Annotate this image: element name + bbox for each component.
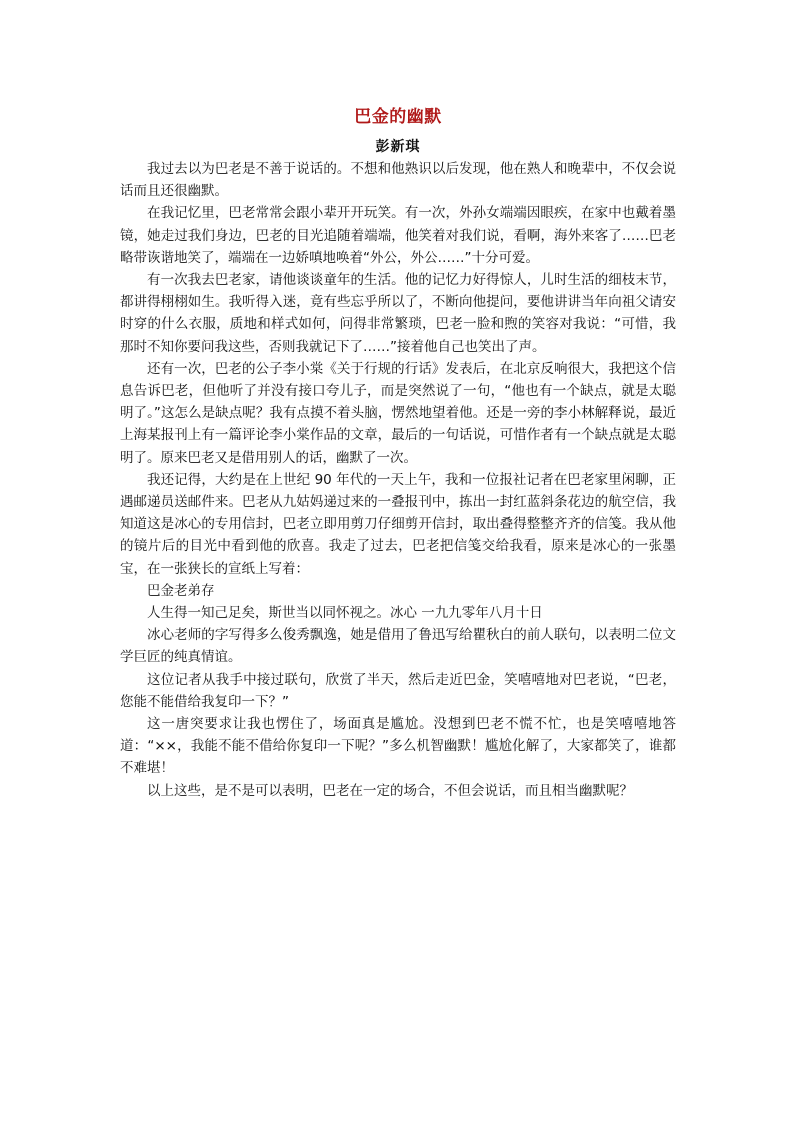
paragraph: 在我记忆里，巴老常常会跟小辈开开玩笑。有一次，外孙女端端因眼疾，在家中也戴着墨镜，她走过我们身边，巴老的目光追随着端端，他笑着对我们说，看啊，海外来客了……巴老略带诙谐地笑了，端端在一边娇嗔地唤着“外公，外公……”十分可爱。 — [120, 205, 676, 266]
paragraph: 这位记者从我手中接过联句，欣赏了半天，然后走近巴金，笑嘻嘻地对巴老说，“巴老，您能不能借给我复印一下？” — [120, 671, 676, 710]
paragraph: 这一唐突要求让我也愣住了，场面真是尴尬。没想到巴老不慌不忙，也是笑嘻嘻地答道：“××，我能不能不借给你复印一下呢？”多么机智幽默！尴尬化解了，大家都笑了，谁都不难堪！ — [120, 716, 676, 777]
article-author: 彭新琪 — [375, 139, 421, 155]
paragraph: 以上这些，是不是可以表明，巴老在一定的场合，不但会说话，而且相当幽默呢？ — [147, 782, 633, 799]
paragraph: 我还记得，大约是在上世纪 90 年代的一天上午，我和一位报社记者在巴老家里闲聊，正遇邮递员送邮件来。巴老从九姑妈递过来的一叠报刊中，拣出一封红蓝斜条花边的航空信，我知道这是冰心的专用信封，巴老立即用剪刀仔细剪开信封，取出叠得整整齐齐的信笺。我从他的镜片后的目光中看到他的欣喜。我走了过去，巴老把信笺交给我看，原来是冰心的一张墨宝，在一张狭长的宣纸上写着： — [120, 471, 676, 577]
paragraph: 我过去以为巴老是不善于说话的。不想和他熟识以后发现，他在熟人和晚辈中，不仅会说话而且还很幽默。 — [120, 161, 676, 200]
document-page — [120, 104, 676, 802]
paragraph: 冰心老师的字写得多么俊秀飘逸，她是借用了鲁迅写给瞿秋白的前人联句，以表明二位文学巨匠的纯真情谊。 — [120, 627, 676, 666]
paragraph: 有一次我去巴老家，请他谈谈童年的生活。他的记忆力好得惊人，儿时生活的细枝末节，都讲得栩栩如生。我听得入迷，竟有些忘乎所以了，不断向他提问，要他讲讲当年向祖父请安时穿的什么衣服，质地和样式如何，问得非常繁琐，巴老一脸和煦的笑容对我说：“可惜，我那时不知你要问我这些，否则我就记下了……”接着他自己也笑出了声。 — [120, 272, 676, 355]
article-body — [120, 158, 676, 802]
letter-salutation: 巴金老弟存 — [147, 582, 215, 599]
paragraph: 还有一次，巴老的公子李小棠《关于行规的行话》发表后，在北京反响很大，我把这个信息告诉巴老，但他听了并没有接口夸儿子，而是突然说了一句，“他也有一个缺点，就是太聪明了。”这怎么是缺点呢？我有点摸不着头脑，愣然地望着他。还是一旁的李小林解释说，最近上海某报刊上有一篇评论李小棠作品的文章，最后的一句话说，可惜作者有一个缺点就是太聪明了。原来巴老又是借用别人的话，幽默了一次。 — [120, 360, 676, 466]
letter-couplet: 人生得一知己足矣，斯世当以同怀视之。冰心 一九九零年八月十日 — [147, 605, 543, 622]
article-title: 巴金的幽默 — [354, 107, 442, 127]
